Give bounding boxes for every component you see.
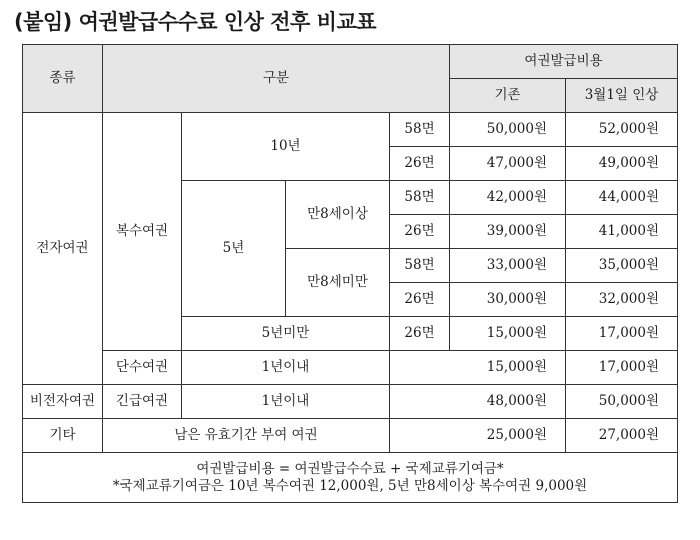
- header-row-1: [23, 45, 678, 79]
- new-fee-cell: 35,000원: [566, 249, 678, 283]
- label-non-electronic: 비전자여권: [23, 385, 103, 419]
- new-fee-cell: 49,000원: [566, 147, 678, 181]
- emergency-old-fee: 48,000원: [390, 385, 566, 419]
- label-under-5-years: 5년미만: [182, 317, 390, 351]
- old-fee-cell: 30,000원: [450, 283, 566, 317]
- header-fee-group: 여권발급비용: [450, 45, 678, 79]
- single-new-fee: 17,000원: [566, 351, 678, 385]
- table-row: [23, 351, 678, 385]
- old-fee-cell: 39,000원: [450, 215, 566, 249]
- label-multiple: 복수여권: [103, 113, 182, 351]
- label-electronic: 전자여권: [23, 113, 103, 385]
- label-ten-years: 10년: [182, 113, 390, 181]
- footnote-line-1: 여권발급비용 = 여권발급수수료 + 국제교류기여금*: [196, 461, 504, 478]
- etc-new-fee: 27,000원: [566, 419, 678, 453]
- single-old-fee: 15,000원: [390, 351, 566, 385]
- emergency-new-fee: 50,000원: [566, 385, 678, 419]
- label-within-1-year: 1년이내: [182, 385, 390, 419]
- old-fee-cell: 50,000원: [450, 113, 566, 147]
- new-fee-cell: 17,000원: [566, 317, 678, 351]
- page-title: (붙임) 여권발급수수료 인상 전후 비교표: [14, 10, 377, 34]
- label-within-1-year: 1년이내: [182, 351, 390, 385]
- notes-row: [23, 453, 678, 503]
- footnote: [23, 453, 678, 503]
- new-fee-cell: 52,000원: [566, 113, 678, 147]
- pages-cell: 26면: [390, 147, 450, 181]
- pages-cell: 26면: [390, 215, 450, 249]
- label-five-years: 5년: [182, 181, 286, 317]
- footnote-line-2: *국제교류기여금은 10년 복수여권 12,000원, 5년 만8세이상 복수여권 9,000원: [112, 477, 588, 494]
- old-fee-cell: 33,000원: [450, 249, 566, 283]
- pages-cell: 26면: [390, 317, 450, 351]
- label-etc: 기타: [23, 419, 103, 453]
- pages-cell: 58면: [390, 249, 450, 283]
- header-type: 종류: [23, 45, 103, 113]
- header-existing: 기존: [450, 79, 566, 113]
- pages-cell: 26면: [390, 283, 450, 317]
- table-row: [23, 419, 678, 453]
- pages-cell: 58면: [390, 181, 450, 215]
- old-fee-cell: 42,000원: [450, 181, 566, 215]
- pages-cell: 58면: [390, 113, 450, 147]
- label-remaining-validity: 남은 유효기간 부여 여권: [103, 419, 390, 453]
- header-category: 구분: [103, 45, 450, 113]
- table-row: [23, 113, 678, 147]
- old-fee-cell: 15,000원: [450, 317, 566, 351]
- new-fee-cell: 41,000원: [566, 215, 678, 249]
- old-fee-cell: 47,000원: [450, 147, 566, 181]
- label-single: 단수여권: [103, 351, 182, 385]
- new-fee-cell: 32,000원: [566, 283, 678, 317]
- label-age8-under: 만8세미만: [286, 249, 390, 317]
- header-after: 3월1일 인상: [566, 79, 678, 113]
- table-row: [23, 385, 678, 419]
- label-age8-over: 만8세이상: [286, 181, 390, 249]
- etc-old-fee: 25,000원: [390, 419, 566, 453]
- label-emergency: 긴급여권: [103, 385, 182, 419]
- new-fee-cell: 44,000원: [566, 181, 678, 215]
- fee-comparison-table: [22, 44, 678, 503]
